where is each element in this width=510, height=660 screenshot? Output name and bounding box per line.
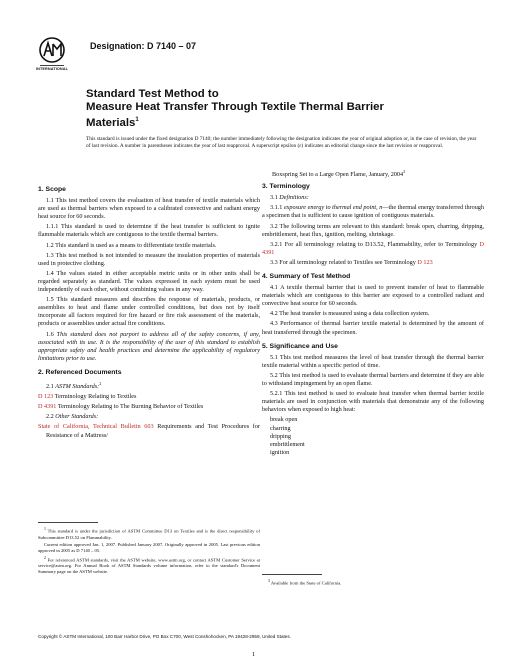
para-3-3: 3.3 For all terminology related to Textiles see Terminology D 123 — [270, 258, 433, 266]
behavior-list — [262, 416, 484, 456]
list-item: break open — [270, 416, 298, 424]
para-5-2-1: 5.2.1 This test method is used to evaluate heat transfer when thermal barrier textile materials are used in conjunction with materials that demonstrate any of the following behaviors when exposed to high heat: — [262, 390, 484, 414]
footnote-rule-right — [262, 574, 322, 575]
link-d123[interactable]: D 123 — [38, 393, 54, 401]
right-footnotes — [262, 574, 484, 588]
reference-california-tb603: State of California, Technical Bulletin 603 Requirements and Test Procedures for Resistance of a Mattress/ — [38, 423, 260, 439]
footnote-3: $^3$ Available from the State of California. — [268, 579, 342, 586]
para-1-5: 1.5 This standard measures and describes the response of materials, products, or assemblies to heat and flame under controlled conditions, but does not by itself incorporate all factors required for fire hazard or fire risk assessment of the materials, products or assemblies under actual fire conditions. — [38, 296, 260, 328]
footnote-rule — [38, 522, 98, 523]
section-heading-significance: 5. Significance and Use — [262, 342, 338, 350]
para-3-2-1: 3.2.1 For all terminology relating to D13.52, Flammability, refer to Terminology D 4391 — [262, 240, 484, 256]
issue-note: This standard is issued under the fixed designation D 7140; the number immediately following the designation indicates the year of original adoption or, in the case of revision, the year of last revision. A number in parentheses indicates the year of last reapproval. A superscript epsilon (ε) indicates an editorial change since the last revision or reapproval. — [86, 136, 477, 150]
list-item: dripping — [270, 432, 291, 440]
section-heading-scope: 1. Scope — [38, 186, 66, 193]
title-line-2: Measure Heat Transfer Through Textile Thermal Barrier — [86, 101, 384, 113]
title-line-3: Materials$^1$ — [86, 116, 139, 129]
para-1-1: 1.1 This test method covers the evaluation of heat transfer of textile materials which are used as thermal barriers when exposed to a calibrated convective and radiant energy heat source for 60 seconds. — [38, 197, 260, 221]
para-2-2: 2.2 Other Standards: — [46, 413, 99, 421]
list-item: embrittlement — [270, 440, 305, 448]
footnote-2: $^2$ For referenced ASTM standards, visit the ASTM website, www.astm.org, or contact ASTM Customer Service at service@astm.org. For Annual Book of ASTM Standards volume information, refer to the standard's Document Summary page on the ASTM website. — [38, 555, 260, 575]
title-line-1: Standard Test Method to — [86, 88, 219, 100]
para-5-2: 5.2 This test method is used to evaluate thermal barriers and determine if they are able to withstand impingement by an open flame. — [262, 371, 484, 388]
list-item: ignition — [270, 448, 290, 456]
title-footnote-mark: 1 — [135, 117, 139, 123]
section-heading-referenced-documents: 2. Referenced Documents — [38, 368, 122, 376]
para-3-1-1: 3.1.1 exposure energy to thermal end point, n—the thermal energy transferred through a specimen that is sufficient to cause ignition of contiguous materials. — [262, 204, 484, 220]
footnote-1: $^1$ This standard is under the jurisdiction of ASTM Committee D13 on Textiles and is the direct responsibility of Subcommittee D13.52 on Flammability. — [38, 527, 260, 540]
left-column — [38, 182, 260, 442]
para-3-2: 3.2 The following terms are relevant to this standard: break open, charring, dripping, embrittlement, heat flux, ignition, melting, shrinkage. — [262, 222, 484, 238]
para-3-1: 3.1 Definitions: — [270, 194, 309, 202]
para-4-2: 4.2 The heat transfer is measured using a data collection system. — [270, 310, 430, 318]
referenced-doc-continuation: Boxspring Set to a Large Open Flame, January, 2004$^3$ — [272, 169, 406, 179]
right-column — [262, 168, 484, 457]
page-number: 1 — [252, 651, 256, 658]
copyright-line: Copyright © ASTM International, 100 Barr Harbor Drive, PO Box C700, West Conshohocken, PA 19428-2959, United States. — [38, 634, 291, 639]
logo-caption: INTERNATIONAL — [36, 67, 69, 71]
designation: Designation: D 7140 – 07 — [90, 41, 197, 51]
para-1-1-1: 1.1.1 This standard is used to determine if the heat transfer is sufficient to ignite flammable materials which are contiguous to the textile thermal barriers. — [38, 223, 260, 239]
para-2-1: 2.1 ASTM Standards:$^2$ — [46, 380, 102, 391]
para-1-3: 1.3 This test method is not intended to measure the insulation properties of materials used in protective clothing. — [38, 251, 260, 267]
section-heading-terminology: 3. Terminology — [262, 183, 310, 191]
link-d4391[interactable]: D 4391 — [38, 403, 57, 411]
para-1-4: 1.4 The values stated in either acceptable metric units or in other units shall be regarded separately as standard. The values expressed in each system must be used independently of each other, without combining values in any way. — [38, 269, 260, 294]
reference-d123: D 123 Terminology Relating to Textiles — [38, 393, 137, 401]
para-4-1: 4.1 A textile thermal barrier that is used to prevent transfer of heat to flammable materials which are contiguous to this barrier are exposed to a controlled radiant and convective heat source for 60 seconds. — [262, 284, 484, 308]
document-title — [86, 88, 486, 130]
para-1-6: 1.6 This standard does not purport to address all of the safety concerns, if any, associated with its use. It is the responsibility of the user of this standard to establish appropriate safety and health practices and determine the applicability of regulatory limitations prior to use. — [38, 330, 260, 362]
para-5-1: 5.1 This test method measures the level of heat transfer through the thermal barrier textile material within a specific period of time. — [262, 353, 484, 369]
para-4-3: 4.3 Performance of thermal barrier textile material is determined by the amount of heat transferred through the specimen. — [262, 320, 484, 336]
link-d4391-terminology[interactable]: D 4391 — [262, 240, 484, 256]
astm-logo — [36, 36, 69, 76]
footnote-1b: Current edition approved Jan. 1, 2007. Published January 2007. Originally approved in 2005. Last previous edition approved in 2005 as D 7140 – 05. — [38, 541, 260, 553]
reference-d4391: D 4391 Terminology Relating to The Burning Behavior of Textiles — [38, 403, 204, 411]
para-1-2: 1.2 This standard is used as a means to differentiate textile materials. — [46, 241, 217, 249]
left-footnotes — [38, 522, 260, 576]
section-heading-summary: 4. Summary of Test Method — [262, 273, 351, 280]
link-california-tb603[interactable]: State of California, Technical Bulletin 603 — [38, 423, 154, 431]
list-item: charring — [270, 424, 291, 432]
link-d123-terminology[interactable]: D 123 — [417, 258, 433, 266]
